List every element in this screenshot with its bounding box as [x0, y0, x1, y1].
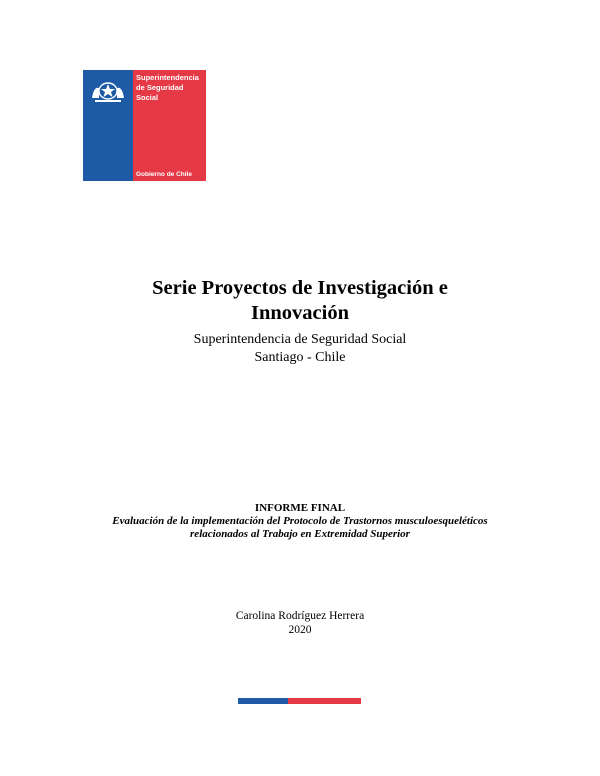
logo-footer: Gobierno de Chile	[136, 171, 192, 178]
author-name: Carolina Rodríguez Herrera	[235, 610, 365, 622]
report-heading: INFORME FINAL	[254, 502, 346, 514]
logo-blue-panel	[83, 70, 133, 181]
footer-color-bar	[238, 698, 361, 704]
title-line: Serie Proyectos de Investigación e	[152, 277, 448, 299]
institution-logo	[83, 70, 206, 181]
logo-text	[136, 73, 199, 103]
report-description-line: relacionados al Trabajo en Extremidad Superior	[190, 528, 410, 540]
document-subtitle	[0, 331, 600, 367]
logo-red-panel	[133, 70, 206, 181]
logo-line: Social	[136, 93, 159, 102]
report-description-line: Evaluación de la implementación del Protocolo de Trastornos musculoesqueléticos	[112, 515, 488, 527]
logo-line: de Seguridad	[136, 83, 184, 92]
publication-year: 2020	[288, 624, 312, 636]
title-line: Innovación	[251, 302, 349, 324]
report-block	[0, 502, 600, 541]
document-title	[0, 276, 600, 326]
author-block	[0, 609, 600, 637]
coat-of-arms-icon	[89, 78, 127, 104]
subtitle-line: Superintendencia de Seguridad Social	[193, 332, 407, 347]
subtitle-line: Santiago - Chile	[254, 350, 346, 365]
logo-line: Superintendencia	[136, 73, 199, 82]
footer-bar-blue	[238, 698, 288, 704]
footer-bar-red	[288, 698, 361, 704]
